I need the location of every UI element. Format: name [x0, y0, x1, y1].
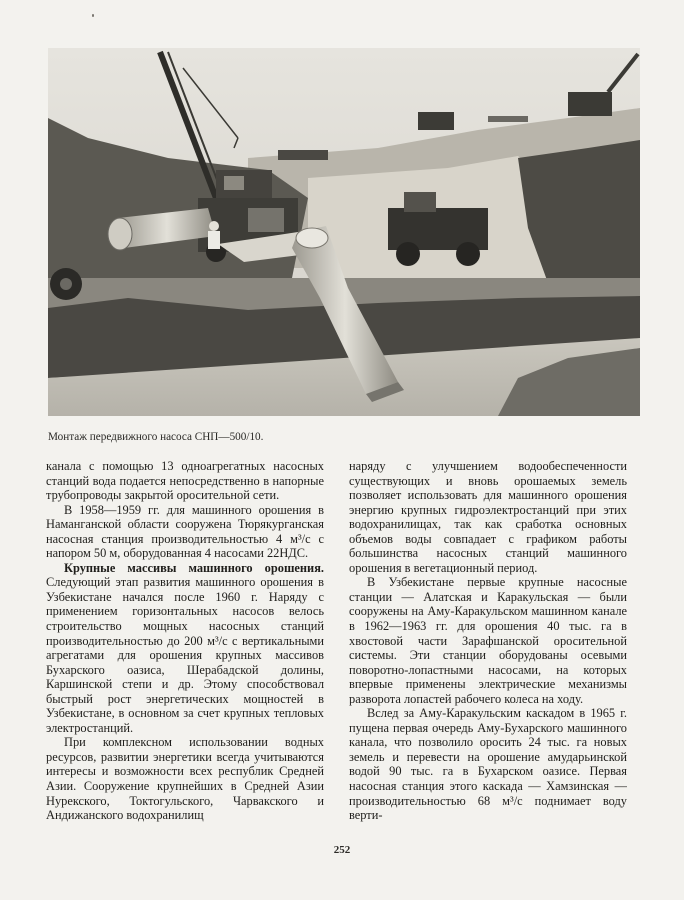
- page-number: 252: [333, 844, 351, 856]
- paragraph: канала с помощью 13 одноагрегатных насосных станций вода подается непосредственно в напорные трубопроводы закрытой оросительной сети.: [46, 459, 324, 503]
- section-heading: Крупные массивы машинного орошения.: [64, 560, 324, 575]
- photo-caption: Монтаж передвижного насоса СНП—500/10.: [48, 431, 264, 443]
- paragraph: В Узбекистане первые крупные насосные станции — Алатская и Каракульская — были сооружены на Аму-Каракульском машинном канале в 1962—1963 гг. для орошения 40 тыс. га в хвостовой части Зарафшанской оросительной системы. Эти станции оборудованы осевыми поворотно-лопастными насосами, на которых впервые применены электрические механизмы разворота лопастей рабочего колеса на ходу.: [349, 575, 627, 706]
- left-column: [46, 459, 324, 849]
- right-column: [349, 459, 627, 849]
- photo-illustration: [48, 48, 640, 416]
- paragraph: При комплексном использовании водных ресурсов, развитии энергетики всегда учитываются интересы и возможности всех республик Средней Азии. Сооружение крупнейших в Средней Азии Нурекского, Токтогульского, Чарвакского и Андижанского водохранилищ: [46, 735, 324, 823]
- paragraph: наряду с улучшением водообеспеченности существующих и вновь орошаемых земель позволяет использовать для машинного орошения энергию крупных гидроэлектростанций при этих водохранилищах, так как сработка основных объемов воды совпадает с графиком работы большинства насосных станций машинного орошения в вегетационный период.: [349, 459, 627, 575]
- paragraph: В 1958—1959 гг. для машинного орошения в Наманганской области сооружена Тюрякурганская насосная станция производительностью 4 м³/с с напором 50 м, оборудованная 4 насосами 22НДС.: [46, 502, 324, 561]
- construction-photo: [48, 48, 640, 416]
- paragraph: [46, 561, 324, 736]
- worker-figure: [208, 221, 220, 249]
- paragraph-text: Следующий этап развития машинного орошения в Узбекистане начался после 1960 г. Наряду с применением горизонтальных насосов велось строительство мощных насосных станций производительностью до 200 м³/с с вертикальными агрегатами для орошения крупных массивов Бухарского оазиса, Шерабадской долины, Каршинской степи и др. Этому способствовал быстрый рост энергетических мощностей в Узбекистане, в основном за счет крупных тепловых электростанций.: [46, 575, 324, 735]
- print-speck: [92, 14, 94, 17]
- paragraph: Вслед за Аму-Каракульским каскадом в 1965 г. пущена первая очередь Аму-Бухарского машинного канала, что позволило оросить 24 тыс. га новых земель и перевести на орошение амударьинской водой 90 тыс. га в Бухарском оазисе. Первая насосная станция этого каскада — Хамзинская — производительностью 68 м³/с поднимает воду верти-: [349, 706, 627, 823]
